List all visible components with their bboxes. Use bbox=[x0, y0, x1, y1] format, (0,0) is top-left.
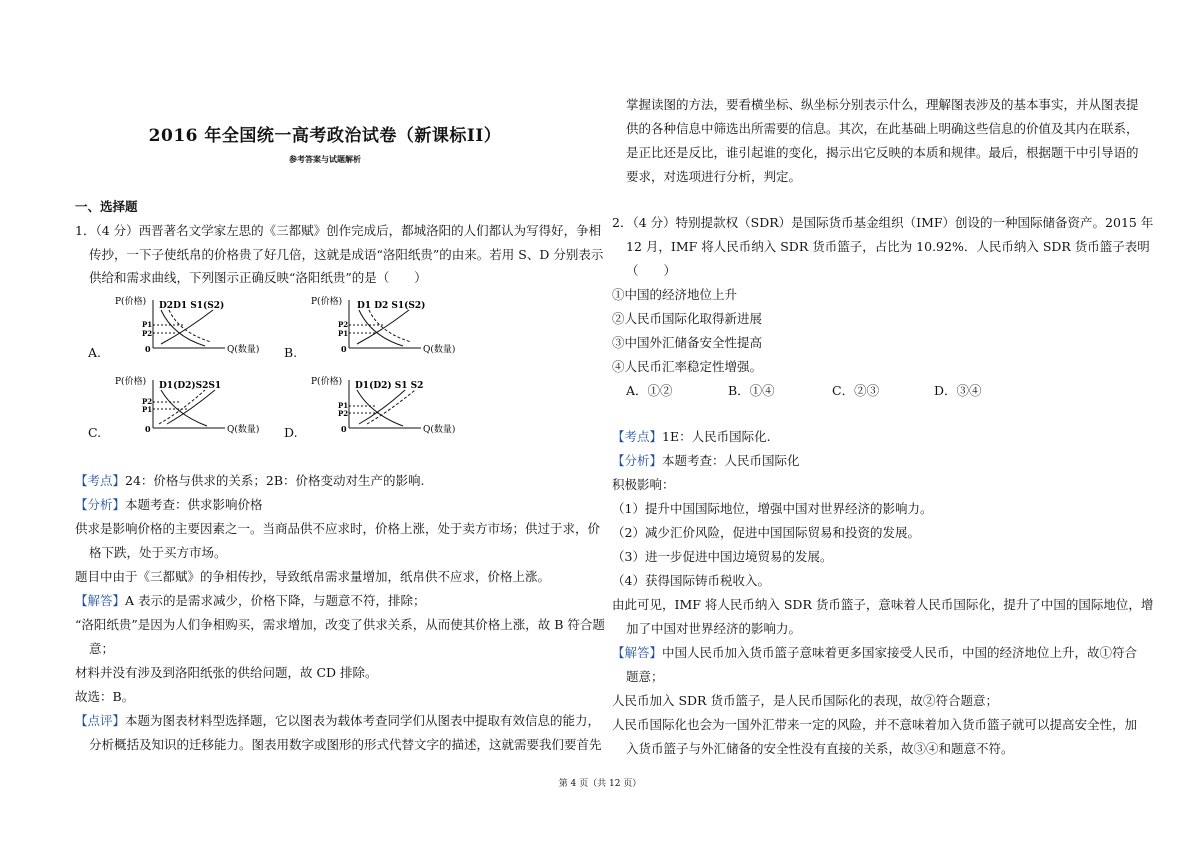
section-heading: 一、选择题 bbox=[75, 199, 138, 214]
page-title: 2016 年全国统一高考政治试卷（新课标II） bbox=[148, 126, 502, 146]
graph-b-p1: P1 bbox=[338, 329, 349, 338]
q1-kaodian-text: 24：价格与供求的关系；2B：价格变动对生产的影响. bbox=[125, 473, 425, 488]
q2-line1: 2．（4 分）特别提款权（SDR）是国际货币基金组织（IMF）创设的一种国际储备资产。2015 年 bbox=[612, 215, 1154, 230]
q1-dianping3: 掌握读图的方法，要看横坐标、纵坐标分别表示什么，理解图表涉及的基本事实，并从图表提 bbox=[626, 97, 1139, 112]
graph-c bbox=[115, 374, 265, 442]
q2-line3: （ ） bbox=[626, 263, 677, 278]
q1-body1b: 格下跌，处于买方市场。 bbox=[89, 545, 227, 560]
q2-fenxi-tag: 【分析】 bbox=[612, 453, 663, 468]
q1-jieda3: 材料并没有涉及到洛阳纸张的供给问题，故 CD 排除。 bbox=[75, 665, 378, 680]
q2-jieda3a: 人民币国际化也会为一国外汇带来一定的风险，并不意味着加入货币篮子就可以提高安全性，加 bbox=[612, 717, 1138, 732]
graph-c-curves: D1(D2)S2S1 bbox=[159, 381, 222, 391]
q2-jiji: 积极影响： bbox=[612, 477, 675, 492]
graph-c-x-axis: Q(数量) bbox=[227, 425, 260, 435]
q1-dianping1: 本题为图表材料型选择题，它以图表为载体考查同学们从图表中提取有效信息的能力， bbox=[125, 713, 601, 728]
q2-fenxi-text: 本题考查：人民币国际化 bbox=[662, 453, 800, 468]
q2-jieda3b: 入货币篮子与外汇储备的安全性没有直接的关系，故③④和题意不符。 bbox=[626, 741, 1014, 756]
q2-choice-b: B．①④ bbox=[728, 383, 775, 398]
graph-a bbox=[115, 294, 265, 362]
q2-body1a: 由此可见，IMF 将人民币纳入 SDR 货币篮子，意味着人民币国际化，提升了中国的国际地位，增 bbox=[612, 597, 1154, 612]
q1-answer: 故选：B。 bbox=[75, 689, 135, 704]
q2-point-4: （4）获得国际铸币税收入。 bbox=[612, 573, 770, 588]
q2-jieda1a: 中国人民币加入货币篮子意味着更多国家接受人民币，中国的经济地位上升，故①符合 bbox=[662, 645, 1138, 660]
q2-item-3: ③中国外汇储备安全性提高 bbox=[612, 335, 763, 350]
graph-b-origin: 0 bbox=[341, 344, 347, 354]
q2-item-1: ①中国的经济地位上升 bbox=[612, 287, 738, 302]
q1-kaodian bbox=[75, 472, 425, 490]
graph-a-curves: D2D1 S1(S2) bbox=[159, 301, 225, 311]
q1-line1: 1．（4 分）西晋著名文学家左思的《三都赋》创作完成后，都城洛阳的人们都认为写得好，争相 bbox=[75, 223, 602, 238]
page-subtitle: 参考答案与试题解析 bbox=[289, 154, 361, 164]
graph-c-p1: P1 bbox=[142, 405, 153, 414]
graph-a-x-axis: Q(数量) bbox=[227, 345, 260, 355]
graph-b-y-axis: P(价格) bbox=[311, 297, 343, 307]
graph-d-p1: P1 bbox=[338, 401, 349, 410]
q2-choice-a: A．①② bbox=[626, 383, 673, 398]
q2-body1b: 加了中国对世界经济的影响力。 bbox=[626, 621, 802, 636]
graph-d-y-axis: P(价格) bbox=[311, 377, 343, 387]
option-a-label: A. bbox=[88, 345, 102, 360]
graph-b-p2: P2 bbox=[338, 320, 349, 329]
q1-fenxi-text: 本题考查：供求影响价格 bbox=[125, 497, 263, 512]
page-footer: 第 4 页（共 12 页） bbox=[558, 779, 642, 789]
q2-jieda2: 人民币加入 SDR 货币篮子，是人民币国际化的表现，故②符合题意； bbox=[612, 693, 998, 708]
jieda-tag: 【解答】 bbox=[75, 593, 126, 608]
q2-fenxi bbox=[612, 452, 800, 470]
q2-jieda-tag: 【解答】 bbox=[612, 645, 663, 660]
q2-jieda bbox=[612, 644, 1137, 662]
q1-dianping4: 供的各种信息中筛选出所需要的信息。其次，在此基础上明确这些信息的价值及其内在联系， bbox=[626, 121, 1139, 136]
graph-a-y-axis: P(价格) bbox=[115, 297, 147, 307]
q2-kaodian-text: 1E：人民币国际化. bbox=[662, 429, 771, 444]
graph-d-x-axis: Q(数量) bbox=[423, 425, 456, 435]
q1-dianping6: 要求，对选项进行分析，判定。 bbox=[626, 169, 802, 184]
q1-jieda2b: 意； bbox=[89, 641, 115, 656]
q2-item-4: ④人民币汇率稳定性增强。 bbox=[612, 359, 763, 374]
option-c-label: C. bbox=[88, 425, 102, 440]
q2-point-3: （3）进一步促进中国边境贸易的发展。 bbox=[612, 549, 833, 564]
q2-jieda1b: 题意； bbox=[626, 669, 664, 684]
q2-choice-c: C．②③ bbox=[832, 383, 880, 398]
graph-a-p1: P1 bbox=[142, 320, 153, 329]
q1-fenxi bbox=[75, 496, 263, 514]
graph-b-curves: D1 D2 S1(S2) bbox=[357, 301, 426, 311]
graph-c-origin: 0 bbox=[145, 424, 151, 434]
option-d-label: D. bbox=[284, 425, 298, 440]
q1-line2: 传抄，一下子使纸帛的价格贵了好几倍，这就是成语“洛阳纸贵”的由来。若用 S、D 分别表示 bbox=[89, 247, 604, 262]
graph-d-curves: D1(D2) S1 S2 bbox=[355, 381, 424, 391]
q1-dianping5: 是正比还是反比，谁引起谁的变化，揭示出它反映的本质和规律。最后，根据题干中引导语的 bbox=[626, 145, 1139, 160]
q2-choice-d: D．③④ bbox=[934, 383, 982, 398]
q1-jieda1: A 表示的是需求减少，价格下降，与题意不符，排除； bbox=[125, 593, 426, 608]
q1-body2: 题目中由于《三都赋》的争相传抄，导致纸帛需求量增加，纸帛供不应求，价格上涨。 bbox=[75, 569, 551, 584]
q2-line2: 12 月，IMF 将人民币纳入 SDR 货币篮子，占比为 10.92%．人民币纳入 SDR 货币篮子表明 bbox=[626, 239, 1150, 254]
q2-point-2: （2）减少汇价风险，促进中国国际贸易和投资的发展。 bbox=[612, 525, 920, 540]
q2-item-2: ②人民币国际化取得新进展 bbox=[612, 311, 763, 326]
dianping-tag: 【点评】 bbox=[75, 713, 126, 728]
graph-b-x-axis: Q(数量) bbox=[423, 345, 456, 355]
q2-kaodian-tag: 【考点】 bbox=[612, 429, 663, 444]
q2-kaodian bbox=[612, 428, 771, 446]
graph-a-p2: P2 bbox=[142, 329, 153, 338]
graph-d-p2: P2 bbox=[338, 409, 349, 418]
graph-b bbox=[311, 294, 461, 362]
kaodian-tag: 【考点】 bbox=[75, 473, 126, 488]
q1-dianping2: 分析概括及知识的迁移能力。图表用数字或图形的形式代替文字的描述，这就需要我们要首先 bbox=[89, 737, 602, 752]
graph-c-y-axis: P(价格) bbox=[115, 377, 147, 387]
q1-body1a: 供求是影响价格的主要因素之一。当商品供不应求时，价格上涨，处于卖方市场；供过于求，价 bbox=[75, 521, 601, 536]
q1-jieda2a: “洛阳纸贵”是因为人们争相购买，需求增加，改变了供求关系，从而使其价格上涨，故 B 符合题 bbox=[75, 617, 605, 632]
q1-dianping bbox=[75, 712, 600, 730]
option-b-label: B. bbox=[284, 345, 298, 360]
graph-d bbox=[311, 374, 461, 442]
graph-c-p2: P2 bbox=[142, 397, 153, 406]
graph-d-origin: 0 bbox=[341, 424, 347, 434]
q1-line3: 供给和需求曲线，下列图示正确反映“洛阳纸贵”的是（ ） bbox=[89, 270, 427, 285]
fenxi-tag: 【分析】 bbox=[75, 497, 126, 512]
graph-a-origin: 0 bbox=[145, 344, 151, 354]
q2-point-1: （1）提升中国国际地位，增强中国对世界经济的影响力。 bbox=[612, 501, 933, 516]
q1-jieda bbox=[75, 592, 426, 610]
